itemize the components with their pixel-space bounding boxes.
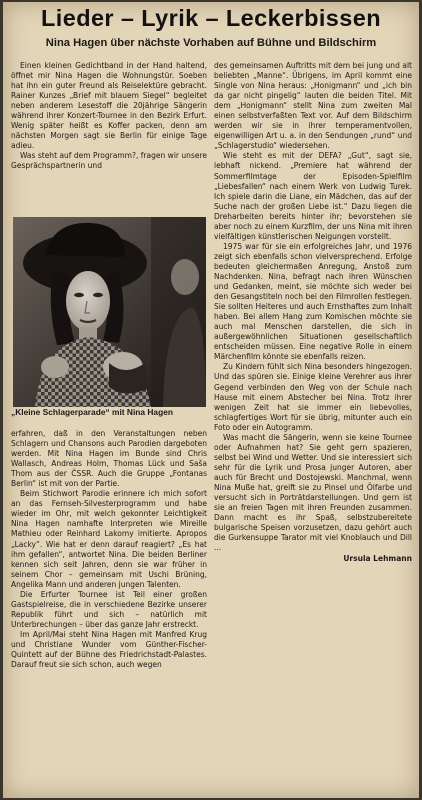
photo-caption: „Kleine Schlagerparade“ mit Nina Hagen — [11, 407, 173, 417]
article-paragraph: Einen kleinen Gedichtband in der Hand haltend, öffnet mir Nina Hagen die Wohnungstür. Soeben hat ihn ein guter Freund als Reiselektüre gebracht. Rainer Kunzes „Brief mit blauem Siegel“ begleitet neben anderem Lesestoff die 20jährige Sängerin während ihrer Konzert-Tournee in den Bezirk Erfurt. Wenig später heißt es Koffer packen, denn am nächsten Morgen sagt sie Berlin für einige Tage adieu. — [11, 60, 207, 151]
article-column-left-bottom — [11, 428, 207, 669]
article-paragraph: Was steht auf dem Programm?, fragen wir unsere Gesprächspartnerin und — [11, 150, 207, 171]
article-paragraph: Zu Kindern fühlt sich Nina besonders hingezogen. Und das spüren sie. Einige kleine Verehrer aus ihrer Gegend verbinden den Weg von der Schule nach Hause mit einem Abstecher bei Nina. Trotz ihrer wenigen Zeit hat sie immer ein liebevolles, schlagfertiges Wort für sie übrig, mitunter auch ein Foto oder ein Autogramm. — [214, 361, 412, 432]
nina-hagen-photo — [13, 217, 206, 407]
subheadline: Nina Hagen über nächste Vorhaben auf Bühne und Bildschirm — [45, 37, 377, 49]
newspaper-clipping — [3, 2, 419, 798]
article-paragraph: Wie steht es mit der DEFA? „Gut“, sagt sie, lebhaft nickend. „Premiere hat während der Sommerfilmtage der Episoden-Spielfilm „Liebesfallen“ nach einem Werk von Ludwig Turek. Ich spiele darin die Liane, ein Mädchen, das auf der Suche nach der großen Liebe ist.“ Dazu liegen die Dreharbeiten bereits hinter ihr; bevorstehen sie aber noch zu einem Kurzfilm, der uns Nina mit ihren vielfältigen künstlerischen Neigungen vorstellt. — [214, 150, 412, 241]
article-column-left-top — [11, 60, 207, 171]
headline: Lieder – Lyrik – Leckerbissen — [41, 5, 381, 31]
article-paragraph: des gemeinsamen Auftritts mit dem bei jung und alt beliebten „Manne“. Übrigens, im April kommt eine Single von Nina heraus: „Honigmann“ und „ich bin da gar nicht pingelig“ lauten die beiden Titel. Mit dem „Honigmann“ stellt Nina zum zweiten Mal einen selbstverfaßten Text vor. Auf dem Bildschirm werden wir sie in ihrer temperamentvollen, eigenwilligen Art u. a. in den Sendungen „rund“ und „Schlagerstudio“ wiedersehen. — [214, 60, 412, 151]
article-paragraph: Die Erfurter Tournee ist Teil einer großen Gastspielreise, die in verschiedene Bezirke unserer Republik führt und sich – natürlich mit Unterbrechungen – über das ganze Jahr erstreckt. — [11, 588, 207, 629]
article-paragraph: Beim Stichwort Parodie erinnere ich mich sofort an das Fernseh-Silvesterprogramm und habe wieder im Ohr, mit welch gekonnter Leichtigkeit Nina Hagen namhafte Interpreten wie Mireille Mathieu oder Reinhard Lakomy imitierte. Apropos „Lacky“. Wie hat er denn darauf reagiert? „Es hat ihm gefallen“, antwortet Nina. Die beiden Berliner kennen sich seit Jahren, denn sie war früher in seinem Chor – gemeinsam mit Uschi Brüning, Angelika Mann und anderen jungen Talenten. — [11, 488, 207, 589]
article-paragraph: 1975 war für sie ein erfolgreiches Jahr, und 1976 zeigt sich ebenfalls schon vielversprechend. Erfolge bedeuten gleichermaßen Anregung, Anstoß zum Nachdenken. Nina, befragt nach ihren Wünschen und Gedanken, meint, sie möchte sich weder bei den Gesangstiteln noch bei den Filmrollen festlegen. Sie sollten Heiteres und auch Ernsthaftes zum Inhalt haben. Bei allem Hang zum Komischen möchte sie auch mal Menschen darstellen, die sich in außergewöhnlichen Situationen gesellschaftlich entscheiden müssen. Eine negative Rolle in einem Märchenfilm könnte sie ebenfalls reizen. — [214, 240, 412, 362]
author-byline: Ursula Lehmann — [343, 553, 412, 564]
article-paragraph: Was macht die Sängerin, wenn sie keine Tournee oder Aufnahmen hat? Sie geht gern spazieren, selbst bei Wind und Wetter. Und sie interessiert sich sehr für die Lyrik und Prosa junger Autoren, aber auch für Brecht und Dostojewski. Manchmal, wenn Nina Muße hat, greift sie zu Pinsel und Ölfarbe und versucht sich in Porträtdarstellungen. Und gern ist sie an freien Tagen mit ihren Freunden zusammen. Dann macht es ihr Spaß, selbstzubereitete bulgarische Speisen vorzusetzen, dazu gehört auch die Gurkensuppe Tarator mit viel Knoblauch und Dill ... — [214, 431, 412, 553]
article-paragraph: erfahren, daß in den Veranstaltungen neben Schlagern und Chansons auch Parodien dargeboten werden. Mit Nina Hagen im Bunde sind Chris Wallasch, Andreas Holm, Thomas Lück und Saša Thom aus der ČSSR. Auch die Gruppe „Fontanas Berlin“ ist mit von der Partie. — [11, 428, 207, 489]
article-column-right — [214, 60, 412, 563]
article-paragraph: Im April/Mai steht Nina Hagen mit Manfred Krug und Christiane Wunder vom Günther-Fischer-Quintett auf der Bühne des Friedrichstadt-Palastes. Darauf freut sie sich schon, auch wegen — [11, 628, 207, 670]
